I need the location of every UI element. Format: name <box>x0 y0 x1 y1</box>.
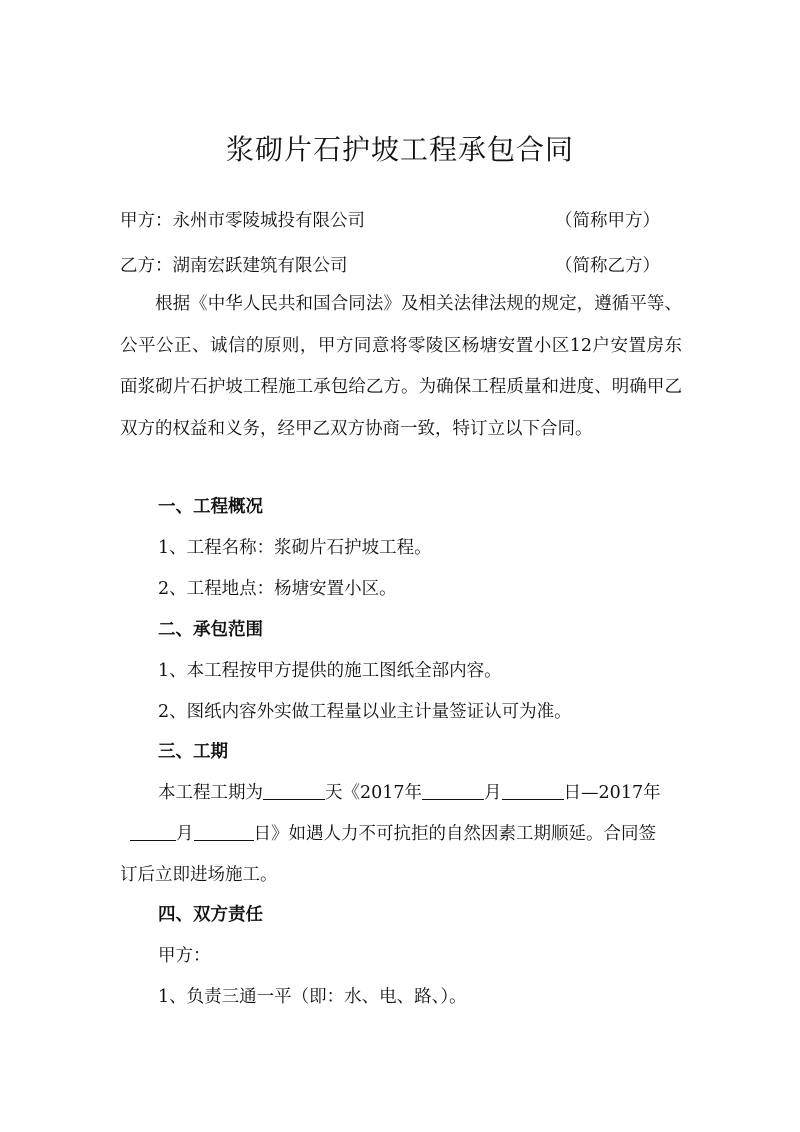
section-1-item-2: 2、工程地点：杨塘安置小区。 <box>158 579 397 599</box>
force-majeure-text: 日》如遇人力不可抗拒的自然因素工期顺延。合同签 <box>253 824 656 844</box>
document-title: 浆砌片石护坡工程承包合同 <box>225 133 574 166</box>
end-month-text: 月 <box>176 824 194 844</box>
section-1-heading: 一、工程概况 <box>158 497 263 517</box>
duration-text: 本工程工期为 <box>158 783 263 803</box>
days-blank <box>263 781 325 800</box>
start-day-blank <box>502 781 564 800</box>
end-day-blank <box>194 822 254 841</box>
party-b-abbr: （简称乙方） <box>555 256 660 276</box>
section-4-party-a: 甲方： <box>158 946 211 966</box>
start-month-blank <box>422 781 484 800</box>
month-text: 月 <box>484 783 502 803</box>
start-year-text: 天《2017年 <box>325 783 423 803</box>
section-3-heading: 三、工期 <box>158 742 228 762</box>
section-1-item-1: 1、工程名称：浆砌片石护坡工程。 <box>158 538 432 558</box>
section-4-item-1: 1、负责三通一平（即：水、电、路、）。 <box>158 987 467 1007</box>
party-a-abbr: （简称甲方） <box>555 211 660 231</box>
end-year-text: 日—2017年 <box>563 783 661 803</box>
section-4-heading: 四、双方责任 <box>158 905 263 925</box>
section-2-item-1: 1、本工程按甲方提供的施工图纸全部内容。 <box>158 661 502 681</box>
section-3-line-1 <box>158 780 661 806</box>
party-b-line: 乙方：湖南宏跃建筑有限公司 <box>120 256 348 276</box>
intro-paragraph: 根据《中华人民共和国合同法》及相关法律法规的规定，遵循平等、公平公正、诚信的原则，甲方同意将零陵区杨塘安置小区12户安置房东面浆砌片石护坡工程施工承包给乙方。为确保工程质量和进度、明确甲乙双方的权益和义务，经甲乙双方协商一致，特订立以下合同。 <box>120 294 682 439</box>
party-a-line: 甲方：永州市零陵城投有限公司 <box>120 211 365 231</box>
section-3-line-2 <box>130 821 656 847</box>
section-3-line-3: 订后立即进场施工。 <box>120 865 278 885</box>
end-month-blank <box>130 822 176 841</box>
section-2-item-2: 2、图纸内容外实做工程量以业主计量签证认可为准。 <box>158 702 572 722</box>
section-2-heading: 二、承包范围 <box>158 620 263 640</box>
